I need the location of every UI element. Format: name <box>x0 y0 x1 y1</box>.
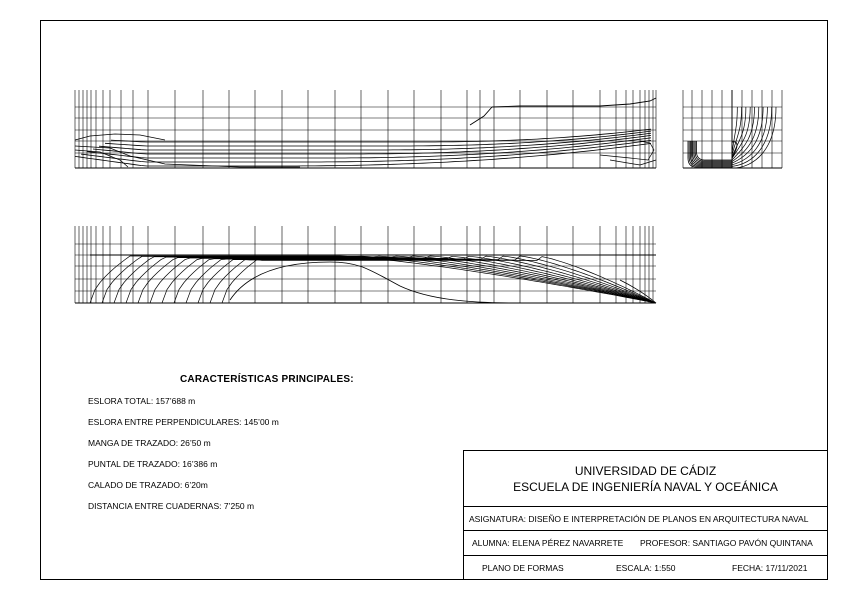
title-block <box>463 450 828 580</box>
profile-view <box>75 90 656 168</box>
waterline-curve <box>150 256 655 303</box>
school-name: ESCUELA DE INGENIERÍA NAVAL Y OCEÁNICA <box>513 480 778 494</box>
buttock-line <box>111 129 651 142</box>
waterline-curve <box>210 256 655 303</box>
characteristics-title: CARACTERÍSTICAS PRINCIPALES: <box>180 374 354 385</box>
characteristic-line: PUNTAL DE TRAZADO: 16’386 m <box>88 459 218 469</box>
scale-label: ESCALA: 1:550 <box>616 563 676 573</box>
buttock-line <box>93 135 651 154</box>
subject-line: ASIGNATURA: DISEÑO E INTERPRETACIÓN DE PLANOS EN ARQUITECTURA NAVAL <box>464 507 827 531</box>
body-plan-view <box>683 90 782 168</box>
buttock-line <box>75 143 651 166</box>
buttock-line <box>105 131 651 146</box>
waterline-curve <box>186 256 656 303</box>
professor-name: PROFESOR: SANTIAGO PAVÓN QUINTANA <box>640 538 813 548</box>
characteristic-line: CALADO DE TRAZADO: 6’20m <box>88 480 208 490</box>
buttock-line <box>81 140 651 162</box>
half-breadth-view <box>75 226 656 303</box>
people-row <box>464 531 827 556</box>
characteristic-line: MANGA DE TRAZADO: 26’50 m <box>88 438 211 448</box>
characteristic-line: ESLORA TOTAL: 157’688 m <box>88 396 196 406</box>
drawing-name: PLANO DE FORMAS <box>482 563 564 573</box>
meta-row <box>464 556 827 581</box>
student-name: ALUMNA: ELENA PÉREZ NAVARRETE <box>472 538 624 548</box>
characteristic-line: ESLORA ENTRE PERPENDICULARES: 145’00 m <box>88 417 279 427</box>
date-label: FECHA: 17/11/2021 <box>732 563 808 573</box>
title-block-school <box>464 451 827 507</box>
waterline-curve <box>222 257 652 303</box>
university-name: UNIVERSIDAD DE CÁDIZ <box>574 464 717 478</box>
sheer-line <box>492 98 656 107</box>
characteristic-line: DISTANCIA ENTRE CUADERNAS: 7’250 m <box>88 501 255 511</box>
waterline-curve <box>138 256 653 303</box>
sheer-line <box>470 107 492 125</box>
stern-curve <box>75 134 165 140</box>
stern-curve <box>75 146 300 167</box>
body-section <box>695 141 732 161</box>
